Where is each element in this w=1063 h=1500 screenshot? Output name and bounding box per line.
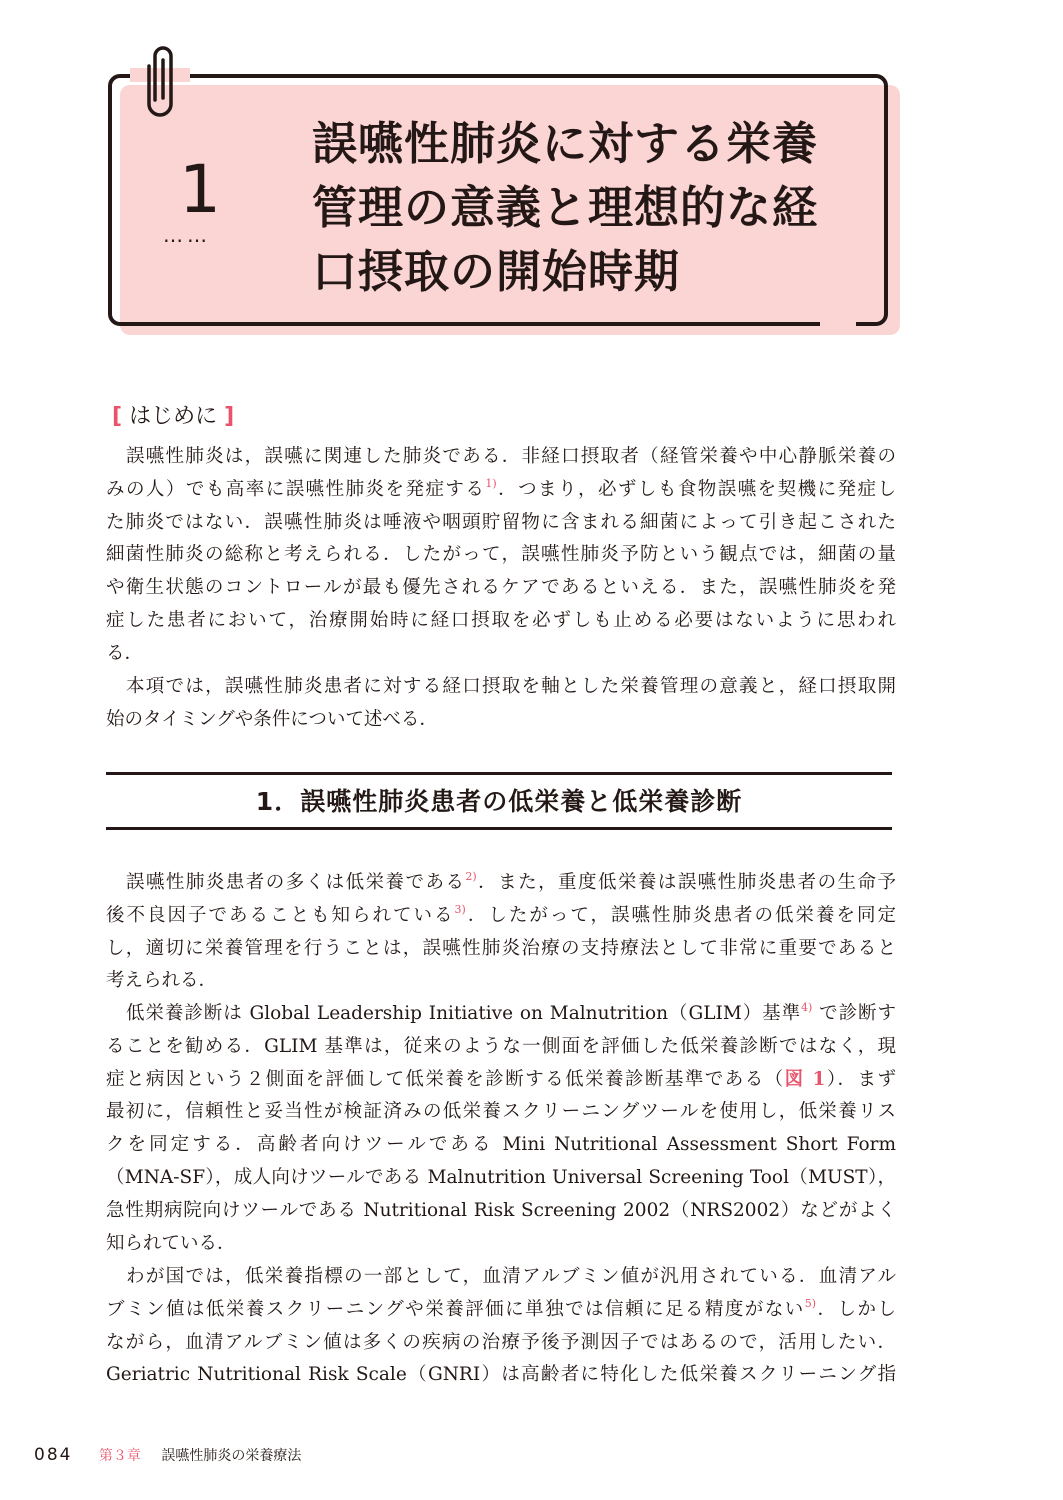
text-line: た肺炎ではない．誤嚥性肺炎は唾液や咽頭貯留物に含まれる細菌によって引き起こされた [106, 511, 896, 533]
reference-marker: 4) [801, 1001, 813, 1014]
section-heading: 1．誤嚥性肺炎患者の低栄養と低栄養診断 [255, 787, 743, 816]
reference-marker: 2) [465, 870, 477, 883]
reference-marker: 5) [804, 1296, 817, 1310]
text-line: 後不良因子であることも知られている$^{3)}$．したがって，誤嚥性肺炎患者の低栄養を同定 [106, 902, 896, 926]
text-line: し，適切に栄養管理を行うことは，誤嚥性肺炎治療の支持療法として非常に重要であると [106, 937, 896, 959]
page-title [312, 112, 872, 304]
text-line: ブミン値は低栄養スクリーニングや栄養評価に単独では信頼に足る精度がない$^{5)}$．しかし [106, 1296, 896, 1320]
text-line: 急性期病院向けツールである Nutritional Risk Screening 2002（NRS2002）などがよく [106, 1199, 896, 1221]
section-rule-bottom [106, 827, 892, 830]
footer-chapter: 第３章 [98, 1448, 141, 1464]
text-line: 最初に，信頼性と妥当性が検証済みの低栄養スクリーニングツールを使用し，低栄養リス [106, 1101, 896, 1123]
intro-paragraph-1 [106, 441, 896, 671]
footer-chapter-title: 誤嚥性肺炎の栄養療法 [161, 1448, 302, 1464]
section-rule-top [106, 772, 892, 775]
paperclip-icon [143, 42, 183, 122]
intro-heading-label: はじめに [129, 404, 218, 429]
page-number: 084 [34, 1445, 73, 1465]
page-footer [34, 1444, 301, 1467]
intro-bracket-close: ] [224, 404, 235, 429]
intro-heading [112, 402, 234, 432]
page-title-line-1: 誤嚥性肺炎に対する栄養 [312, 117, 819, 170]
section-number: 1 [179, 151, 221, 228]
text-line: 誤嚥性肺炎患者の多くは低栄養である$^{2)}$．また，重度低栄養は誤嚥性肺炎患者の生命予 [126, 870, 896, 893]
text-line: る． [106, 642, 144, 664]
text-line: 症と病因という２側面を評価して低栄養を診断する低栄養診断基準である（図 1）．まず [106, 1068, 896, 1090]
text-line: クを同定する．高齢者向けツールである Mini Nutritional Assessment Short Form [106, 1134, 896, 1156]
intro-bracket-open: [ [112, 404, 123, 429]
intro-paragraph-2 [106, 671, 896, 737]
text-line: ることを勧める．GLIM 基準は，従来のような一側面を評価した低栄養診断ではなく，現 [106, 1035, 896, 1057]
text-line: 考えられる． [106, 970, 218, 992]
section-paragraph-1 [106, 867, 896, 998]
section-paragraph-3 [106, 1261, 896, 1392]
text-line: 細菌性肺炎の総称と考えられる．したがって，誤嚥性肺炎予防という観点では，細菌の量 [106, 544, 896, 566]
text-line: 始のタイミングや条件について述べる． [106, 708, 438, 730]
text-line: （MNA-SF），成人向けツールである Malnutrition Universal Screening Tool（MUST）， [106, 1166, 896, 1188]
text-line: 知られている． [106, 1232, 236, 1254]
reference-marker: 3) [454, 902, 466, 916]
text-line: ながら，血清アルブミン値は多くの疾病の治療予後予測因子ではあるので，活用したい． [106, 1331, 896, 1353]
text-line: 低栄養診断は Global Leadership Initiative on Malnutrition（GLIM）基準$^{4)}$ で診断す [126, 1001, 896, 1024]
page-title-line-2: 管理の意義と理想的な経 [312, 181, 819, 234]
text-line: 症した患者において，治療開始時に経口摂取を必ずしも止める必要はないように思われ [106, 609, 896, 631]
section-paragraph-2 [106, 998, 896, 1260]
figure-reference-link[interactable]: 図 1 [784, 1068, 826, 1090]
page-title-line-3: 口摂取の開始時期 [312, 245, 681, 298]
text-line: 誤嚥性肺炎は，誤嚥に関連した肺炎である．非経口摂取者（経管栄養や中心静脈栄養の [126, 446, 896, 467]
text-line: 本項では，誤嚥性肺炎患者に対する経口摂取を軸とした栄養管理の意義と，経口摂取開 [126, 676, 896, 697]
text-line: わが国では，低栄養指標の一部として，血清アルブミン値が汎用されている．血清アル [126, 1266, 896, 1287]
section-number-dots: …… [163, 223, 211, 247]
text-line: や衛生状態のコントロールが最も優先されるケアであるといえる．また，誤嚥性肺炎を発 [106, 577, 896, 599]
text-line: Geriatric Nutritional Risk Scale（GNRI）は高齢者に特化した低栄養スクリーニング指 [106, 1364, 896, 1386]
title-frame-gap-bottom [820, 318, 856, 332]
text-line: みの人）でも高率に誤嚥性肺炎を発症する$^{1)}$．つまり，必ずしも食物誤嚥を契機に発症し [106, 476, 896, 500]
reference-marker: 1) [485, 476, 497, 490]
